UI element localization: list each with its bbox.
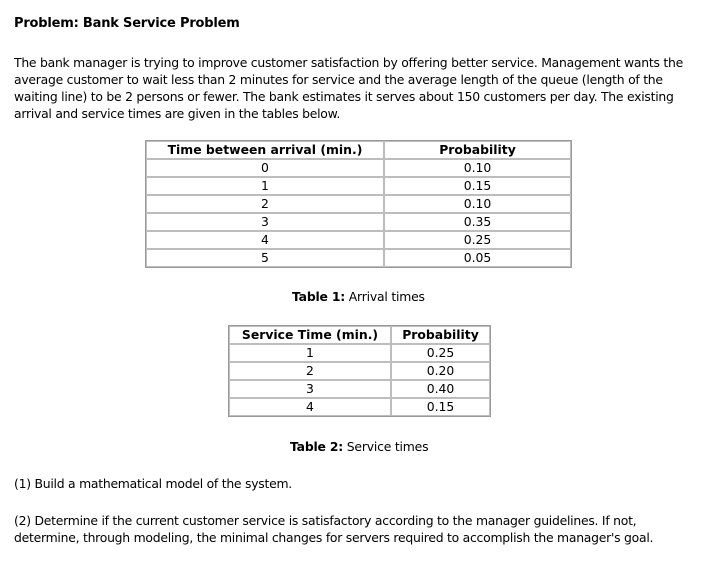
table-cell: 0.35: [384, 213, 571, 231]
table-cell: 1: [229, 344, 391, 362]
table-cell: 1: [146, 177, 384, 195]
column-header-probability: Probability: [391, 326, 490, 344]
table-row: [146, 249, 571, 267]
service-times-table: [228, 325, 491, 417]
table-cell: 0.20: [391, 362, 490, 380]
table2-caption: [290, 439, 428, 454]
table1-caption-text: Arrival times: [345, 289, 425, 304]
table-cell: 4: [146, 231, 384, 249]
table-cell: 0.25: [391, 344, 490, 362]
table-cell: 2: [229, 362, 391, 380]
table-cell: 0.40: [391, 380, 490, 398]
table-row: [229, 344, 490, 362]
table-row: [146, 195, 571, 213]
table1-caption-label: Table 1:: [292, 289, 346, 304]
table-cell: 0.10: [384, 159, 571, 177]
table-row: [146, 213, 571, 231]
table-row: [229, 380, 490, 398]
table-cell: 0.15: [384, 177, 571, 195]
table-cell: 3: [146, 213, 384, 231]
table-cell: 0.25: [384, 231, 571, 249]
table-cell: 3: [229, 380, 391, 398]
table2-caption-label: Table 2:: [290, 439, 344, 454]
table-header-row: [146, 141, 571, 159]
page-title: Problem: Bank Service Problem: [14, 16, 240, 31]
column-header-probability: Probability: [384, 141, 571, 159]
table-cell: 0.05: [384, 249, 571, 267]
table-cell: 5: [146, 249, 384, 267]
table-cell: 0.10: [384, 195, 571, 213]
table-row: [229, 362, 490, 380]
table-row: [146, 231, 571, 249]
table-row: [146, 177, 571, 195]
table-row: [146, 159, 571, 177]
column-header-service-time: Service Time (min.): [229, 326, 391, 344]
question-1: (1) Build a mathematical model of the system.: [14, 476, 292, 491]
table-cell: 2: [146, 195, 384, 213]
table-cell: 0.15: [391, 398, 490, 416]
table2-caption-text: Service times: [343, 439, 429, 454]
table-cell: 4: [229, 398, 391, 416]
arrival-times-table: [145, 140, 572, 268]
intro-paragraph: The bank manager is trying to improve customer satisfaction by offering better service. Management wants the average customer to wait less than 2 minutes for service and the average length of the queue (length of the waiting line) to be 2 persons or fewer. The bank estimates it serves about 150 customers per day. The existing arrival and service times are given in the tables below.: [14, 55, 683, 121]
column-header-time-between-arrival: Time between arrival (min.): [146, 141, 384, 159]
question-2: (2) Determine if the current customer service is satisfactory according to the manager guidelines. If not, determine, through modeling, the minimal changes for servers required to accomplish the manager's goal.: [14, 513, 654, 545]
table-header-row: [229, 326, 490, 344]
table1-caption: [292, 289, 425, 304]
table-row: [229, 398, 490, 416]
table-cell: 0: [146, 159, 384, 177]
